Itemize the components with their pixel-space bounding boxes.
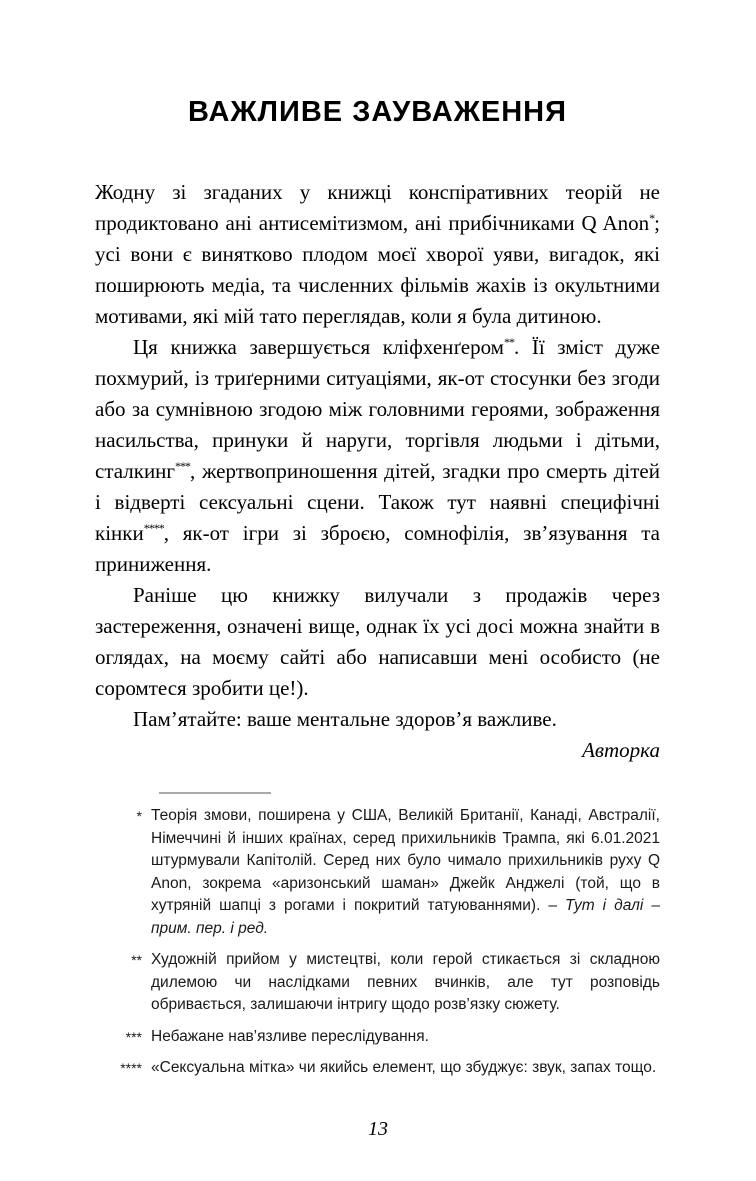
- footnote-marker: *: [136, 808, 142, 824]
- chapter-title: ВАЖЛИВЕ ЗАУВАЖЕННЯ: [188, 96, 567, 128]
- paragraph: Пам’ятайте: ваше ментальне здоров’я важливе.: [133, 707, 557, 731]
- footnote-marker: ****: [120, 1060, 142, 1076]
- footnote-marker-ref: **: [503, 335, 514, 349]
- footnote-text-italic: Тут і далі – прим. пер. і ред.: [151, 897, 660, 937]
- paragraph: Ця книжка завершується кліфхенґером**. Її зміст дуже похмурий, із триґерними ситуаціями, як-от стосунки без згоди або за сумнівною згодою між головними героями, зображення насильства, принуки й наруги, торгівля людьми і дітьми, сталкинг***, жертвоприношення дітей, згадки про смерть дітей і відверті сексуальні сцени. Також тут наявні специфічні кінки****, як-от ігри зі зброєю, сомнофілія, зв’язування та приниження.: [95, 335, 660, 576]
- footnotes-section: [95, 792, 660, 1080]
- paragraph: Жодну зі згаданих у книжці конспіративних теорій не продиктовано ані антисемітизмом, ані прибічниками Q Anon*; усі вони є винятково плодом моєї хворої уяви, вигадок, які поширюють медіа, та численних фільмів жахів із окультними мотивами, які мій тато переглядав, коли я була дитиною.: [95, 180, 660, 328]
- footnote-marker: ***: [125, 1028, 142, 1045]
- footnote: [95, 1026, 660, 1049]
- footnote: [95, 1057, 660, 1080]
- author-signature: Авторка: [582, 738, 660, 762]
- page-number: 13: [368, 1118, 388, 1140]
- footnote-text: «Сексуальна мітка» чи якийсь елемент, що збуджує: звук, запах тощо.: [151, 1059, 657, 1076]
- footnote-marker-ref: ***: [175, 459, 191, 473]
- footnote-text: Небажане нав’язливе переслідування.: [151, 1027, 429, 1045]
- footnote-divider: [159, 792, 271, 794]
- footnote: [95, 949, 660, 1017]
- footnote-marker-ref: ****: [143, 521, 164, 535]
- footnote-marker: **: [131, 952, 142, 968]
- paragraph: Раніше цю книжку вилучали з продажів через застереження, означені вище, однак їх усі досі можна знайти в оглядах, на моєму сайті або написавши мені особисто (не соромтеся зробити це!).: [95, 583, 660, 700]
- footnote-list: [95, 805, 660, 1080]
- footnote-marker-ref: *: [649, 211, 655, 225]
- body-text: [95, 177, 660, 735]
- footnote-text: Художній прийом у мистецтві, коли герой стикається зі складною дилемою чи наслідками певних вчинків, але тут розповідь обривається, залишаючи інтригу щодо розв’язку сюжету.: [151, 951, 660, 1013]
- footnote-text: Теорія змови, поширена у США, Великій Британії, Канаді, Австралії, Німеччині й інших країнах, серед прихильників Трампа, які 6.01.2021 штурмували Капітолій. Серед них було чимало прихильників руху Q Anon, зокрема «аризонський шаман» Джейк Анджелі (той, що в хутряній шапці з рогами і покритий татуюваннями). – Тут і далі – прим. пер. і ред.: [151, 807, 660, 937]
- footnote: [95, 805, 660, 940]
